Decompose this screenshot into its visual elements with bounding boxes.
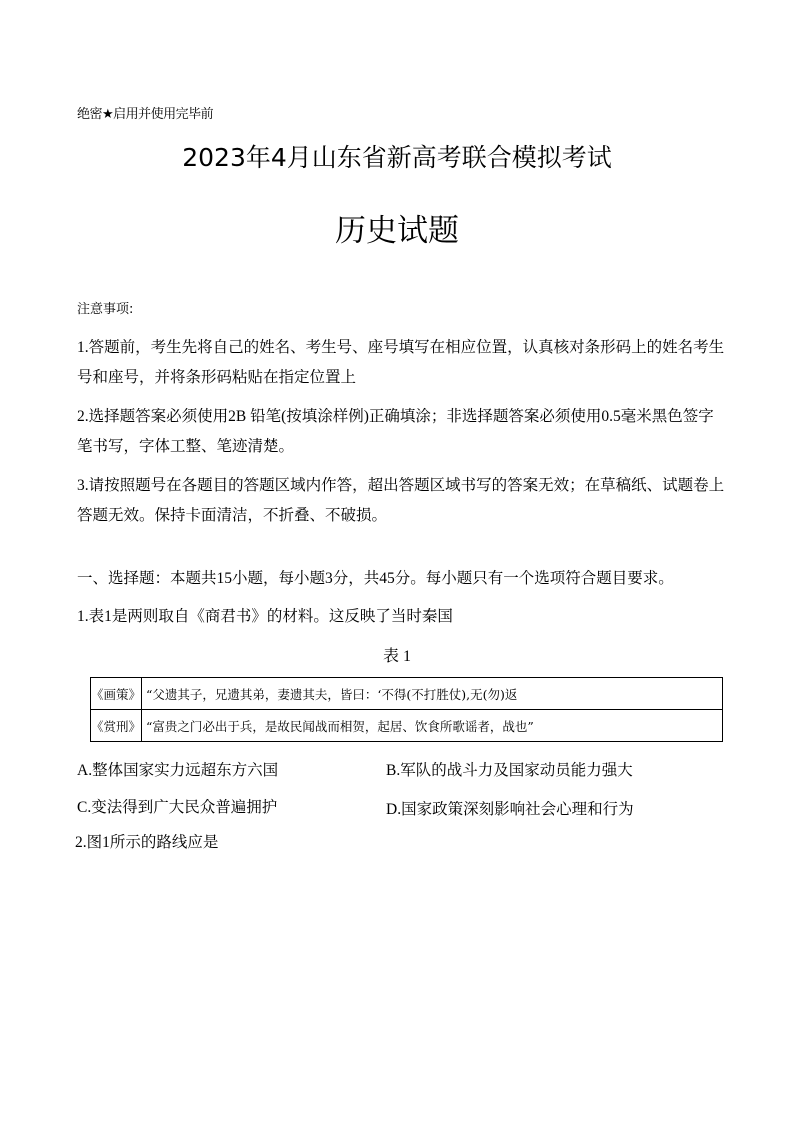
exam-title: 2023年4月山东省新高考联合模拟考试 [182,143,612,172]
table-cell-text: “富贵之门必出于兵，是故民闻战而相贺，起居、饮食所歌谣者，战也” [142,710,723,742]
option-c: C.变法得到广大民众普遍拥护 [77,799,278,816]
table-cell-source: 《赏刑》 [91,710,142,742]
notice-item-1: 1.答题前，考生先将自己的姓名、考生号、座号填写在相应位置，认真核对条形码上的姓名考生号和座号，并将条形码粘贴在指定位置上 [77,339,725,386]
table-cell-source: 《画策》 [91,678,142,710]
subject-title: 历史试题 [335,213,459,249]
table-cell-text: “父遗其子，兄遗其弟，妻遗其夫，皆曰：‘不得(不打胜仗),无(勿)返 [142,678,723,710]
question-1-stem: 1.表1是两则取自《商君书》的材料。这反映了当时秦国 [77,608,453,625]
source-table [90,677,723,742]
question-2-stem: 2.图1所示的路线应是 [75,834,219,851]
notice-item-2: 2.选择题答案必须使用2B 铅笔(按填涂样例)正确填涂；非选择题答案必须使用0.5毫米黑色签字笔书写，字体工整、笔迹清楚。 [77,408,714,455]
option-a: A.整体国家实力远超东方六国 [77,762,279,779]
section-heading: 一、选择题：本题共15小题，每小题3分，共45分。每小题只有一个选项符合题目要求。 [77,570,674,587]
notice-heading: 注意事项: [77,302,134,317]
confidential-label: 绝密★启用并使用完毕前 [77,107,214,122]
table-row [91,710,723,742]
option-d: D.国家政策深刻影响社会心理和行为 [386,801,634,818]
table-caption: 表 1 [382,648,411,665]
option-b: B.军队的战斗力及国家动员能力强大 [386,762,633,779]
table-row [91,678,723,710]
notice-item-3: 3.请按照题号在各题目的答题区域内作答，超出答题区域书写的答案无效；在草稿纸、试题卷上答题无效。保持卡面清洁，不折叠、不破损。 [77,477,725,524]
